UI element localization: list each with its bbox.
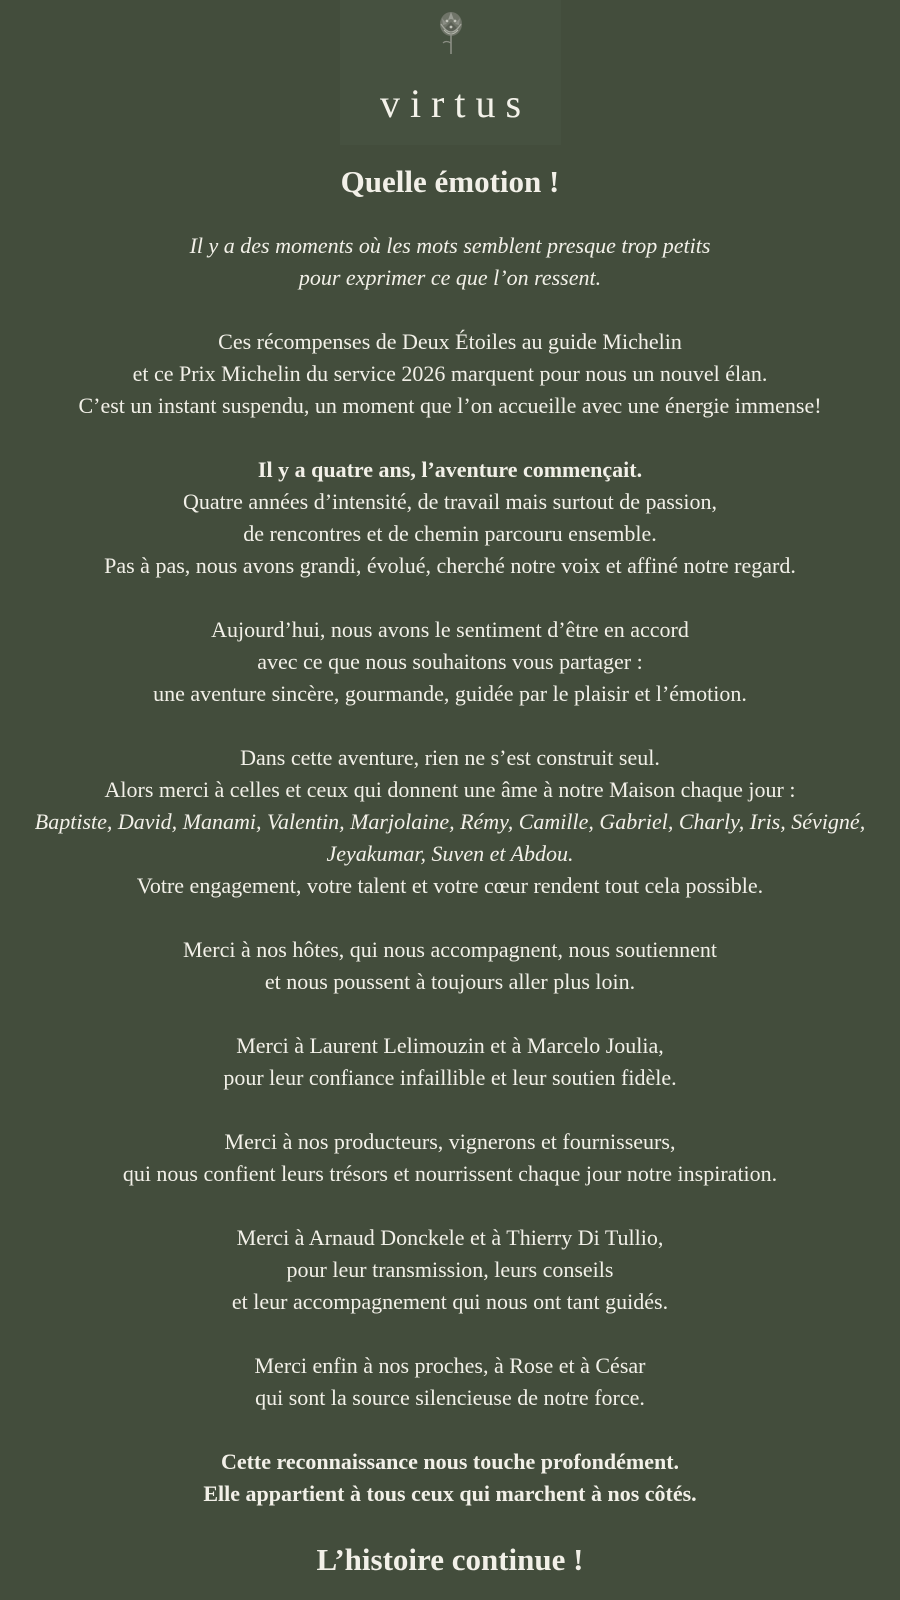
text-line: Ces récompenses de Deux Étoiles au guide Michelin [218, 329, 682, 354]
text-line-bold: Elle appartient à tous ceux qui marchent à nos côtés. [203, 1481, 697, 1506]
text-line: et nous poussent à toujours aller plus loin. [264, 969, 636, 994]
family-paragraph [0, 1350, 900, 1414]
letter-content [0, 162, 900, 1580]
text-line: Merci enfin à nos proches, à Rose et à César [254, 1353, 646, 1378]
partners-paragraph [0, 1030, 900, 1094]
text-line: Merci à nos hôtes, qui nous accompagnent, nous soutiennent [182, 937, 717, 962]
text-line: Alors merci à celles et ceux qui donnent une âme à notre Maison chaque jour : [104, 777, 796, 802]
text-line: C’est un instant suspendu, un moment que l’on accueille avec une énergie immense! [78, 393, 822, 418]
awards-paragraph [0, 326, 900, 422]
today-paragraph [0, 614, 900, 710]
team-names: Baptiste, David, Manami, Valentin, Marjolaine, Rémy, Camille, Gabriel, Charly, Iris, Sévigné, Jeyakumar, Suven et Abdou. [34, 809, 866, 866]
text-line: une aventure sincère, gourmande, guidée par le plaisir et l’émotion. [153, 681, 747, 706]
text-line: Votre engagement, votre talent et votre cœur rendent tout cela possible. [136, 873, 764, 898]
text-line: de rencontres et de chemin parcouru ensemble. [243, 521, 657, 546]
text-line: Il y a des moments où les mots semblent presque trop petits [189, 233, 711, 258]
team-paragraph [0, 742, 900, 902]
text-line: pour leur transmission, leurs conseils [286, 1257, 614, 1282]
guests-paragraph [0, 934, 900, 998]
text-line: pour exprimer ce que l’on ressent. [298, 265, 602, 290]
text-line: avec ce que nous souhaitons vous partager : [257, 649, 643, 674]
text-line: pour leur confiance infaillible et leur soutien fidèle. [223, 1065, 677, 1090]
page-title: Quelle émotion ! [340, 164, 560, 199]
text-line: qui sont la source silencieuse de notre force. [255, 1385, 645, 1410]
text-line: qui nous confient leurs trésors et nourrissent chaque jour notre inspiration. [122, 1161, 778, 1186]
text-line: Quatre années d’intensité, de travail mais surtout de passion, [183, 489, 717, 514]
flower-icon [435, 10, 467, 56]
text-line: et ce Prix Michelin du service 2026 marquent pour nous un nouvel élan. [132, 361, 768, 386]
mentors-paragraph [0, 1222, 900, 1318]
recognition-paragraph [0, 1446, 900, 1510]
text-line: Merci à Laurent Lelimouzin et à Marcelo Joulia, [236, 1033, 664, 1058]
producers-paragraph [0, 1126, 900, 1190]
text-line-bold: Cette reconnaissance nous touche profondément. [220, 1449, 680, 1474]
closing-title: L’histoire continue ! [316, 1542, 584, 1577]
text-line-bold: Il y a quatre ans, l’aventure commençait. [257, 457, 643, 482]
text-line: Merci à nos producteurs, vignerons et fournisseurs, [224, 1129, 676, 1154]
brand-name: virtus [379, 81, 532, 126]
text-line: Pas à pas, nous avons grandi, évolué, cherché notre voix et affiné notre regard. [104, 553, 796, 578]
text-line: et leur accompagnement qui nous ont tant guidés. [231, 1289, 669, 1314]
history-paragraph [0, 454, 900, 582]
text-line: Aujourd’hui, nous avons le sentiment d’être en accord [211, 617, 689, 642]
text-line: Merci à Arnaud Donckele et à Thierry Di Tullio, [236, 1225, 664, 1250]
intro-paragraph [0, 230, 900, 294]
text-line: Dans cette aventure, rien ne s’est construit seul. [240, 745, 660, 770]
brand-logo-block [340, 0, 561, 145]
